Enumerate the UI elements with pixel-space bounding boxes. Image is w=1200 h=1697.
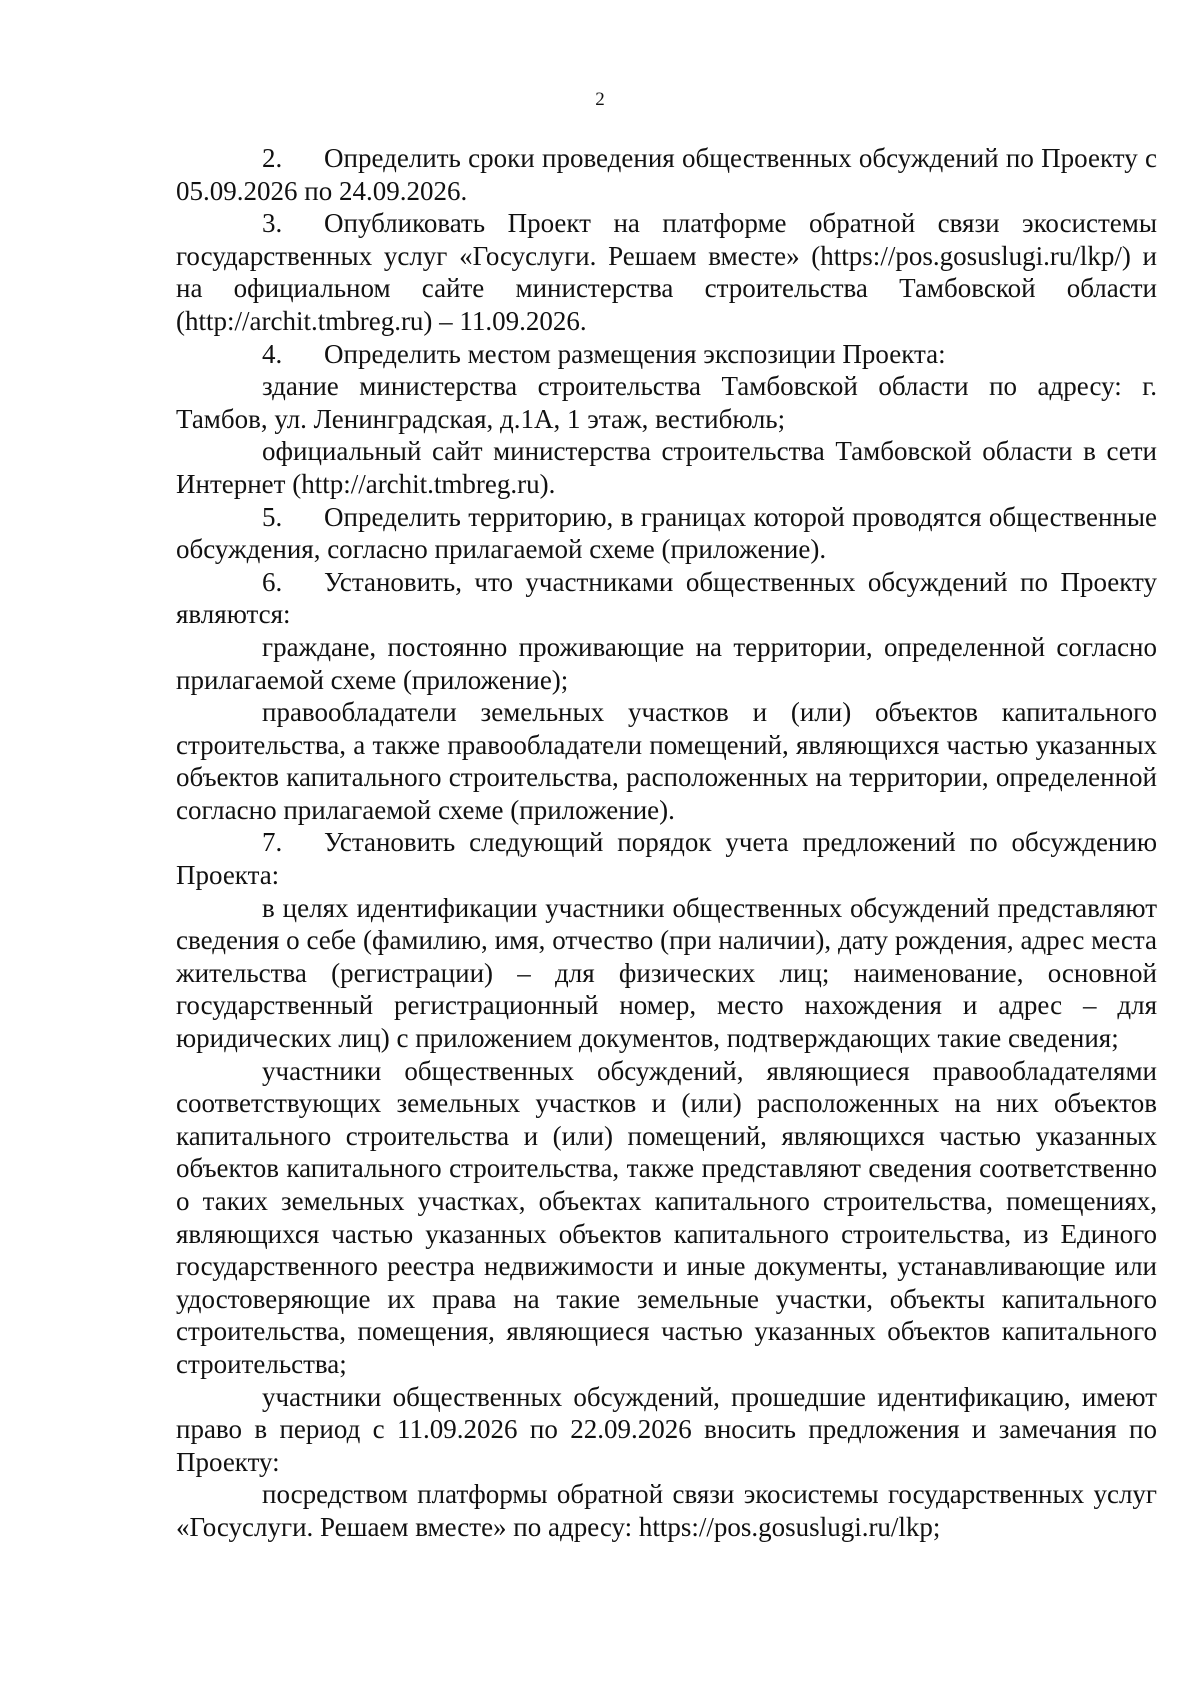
- paragraph-7: [176, 826, 1157, 891]
- paragraph-4: [176, 338, 1157, 371]
- paragraph-text: Определить местом размещения экспозиции Проекта:: [324, 338, 946, 369]
- paragraph-number: 5.: [262, 501, 283, 532]
- paragraph-number: 6.: [262, 566, 283, 597]
- paragraph-text: официальный сайт министерства строительства Тамбовской области в сети Интернет (http://archit.tmbreg.ru).: [176, 436, 1157, 499]
- paragraph-text: граждане, постоянно проживающие на территории, определенной согласно прилагаемой схеме (приложение);: [176, 631, 1157, 695]
- paragraph-text: здание министерства строительства Тамбовской области по адресу: г. Тамбов, ул. Ленинградская, д.1А, 1 этаж, вестибюль;: [176, 371, 1157, 434]
- paragraph-5: [176, 501, 1157, 566]
- paragraph-text: участники общественных обсуждений, являющиеся правообладателями соответствующих земельных участков и (или) расположенных на них объектов капитального строительства и (или) помещений, являющихся частью указанных объектов капитального строительства, также представляют сведения соответственно о таких земельных участках, объектах капитального строительства, помещениях, являющихся частью указанных объектов капитального строительства, из Единого государственного реестра недвижимости и иные документы, устанавливающие или удостоверяющие их права на такие земельные участки, объекты капитального строительства, помещения, являющиеся частью указанных объектов капитального строительства;: [176, 1055, 1157, 1379]
- paragraph-number: 2.: [262, 143, 283, 173]
- paragraph-7-platform: [176, 1478, 1157, 1543]
- paragraph-7-identification: [176, 892, 1157, 1055]
- paragraph-number: 3.: [262, 208, 283, 239]
- paragraph-text: Определить сроки проведения общественных обсуждений по Проекту с 05.09.2026 по 24.09.2026.: [176, 143, 1157, 206]
- paragraph-text: участники общественных обсуждений, прошедшие идентификацию, имеют право в период с 11.09.2026 по 22.09.2026 вносить предложения и замечания по Проекту:: [176, 1381, 1157, 1477]
- paragraph-4-building: [176, 370, 1157, 435]
- document-body: [176, 142, 1157, 1544]
- paragraph-text: Определить территорию, в границах которой проводятся общественные обсуждения, согласно прилагаемой схеме (приложение).: [176, 501, 1157, 565]
- paragraph-4-website: [176, 435, 1157, 500]
- paragraph-6-owners: [176, 696, 1157, 826]
- paragraph-3: [176, 207, 1157, 337]
- page-number: 2: [595, 89, 605, 110]
- paragraph-text: Опубликовать Проект на платформе обратной связи экосистемы государственных услуг «Госуслуги. Решаем вместе» (https://pos.gosuslugi.ru/lkp/) и на официальном сайте министерства строительства Тамбовской области (http://archit.tmbreg.ru) – 11.09.2026.: [176, 208, 1157, 336]
- paragraph-6: [176, 566, 1157, 631]
- paragraph-text: правообладатели земельных участков и (или) объектов капитального строительства, а также правообладатели помещений, являющихся частью указанных объектов капитального строительства, расположенных на территории, определенной согласно прилагаемой схеме (приложение).: [176, 697, 1157, 825]
- paragraph-number: 7.: [262, 827, 283, 858]
- paragraph-7-proposals-period: [176, 1381, 1157, 1479]
- paragraph-6-citizens: [176, 631, 1157, 696]
- paragraph-number: 4.: [262, 338, 283, 369]
- paragraph-2: [176, 142, 1157, 207]
- paragraph-text: посредством платформы обратной связи экосистемы государственных услуг «Госуслуги. Решаем вместе» по адресу: https://pos.gosuslugi.ru/lkp;: [176, 1479, 1157, 1542]
- paragraph-text: Установить, что участниками общественных обсуждений по Проекту являются:: [176, 566, 1157, 630]
- paragraph-text: в целях идентификации участники общественных обсуждений представляют сведения о себе (фамилию, имя, отчество (при наличии), дату рождения, адрес места жительства (регистрации) – для физических лиц; наименование, основной государственный регистрационный номер, место нахождения и адрес – для юридических лиц) с приложением документов, подтверждающих такие сведения;: [176, 892, 1157, 1054]
- paragraph-text: Установить следующий порядок учета предложений по обсуждению Проекта:: [176, 827, 1157, 891]
- paragraph-7-owners-info: [176, 1055, 1157, 1381]
